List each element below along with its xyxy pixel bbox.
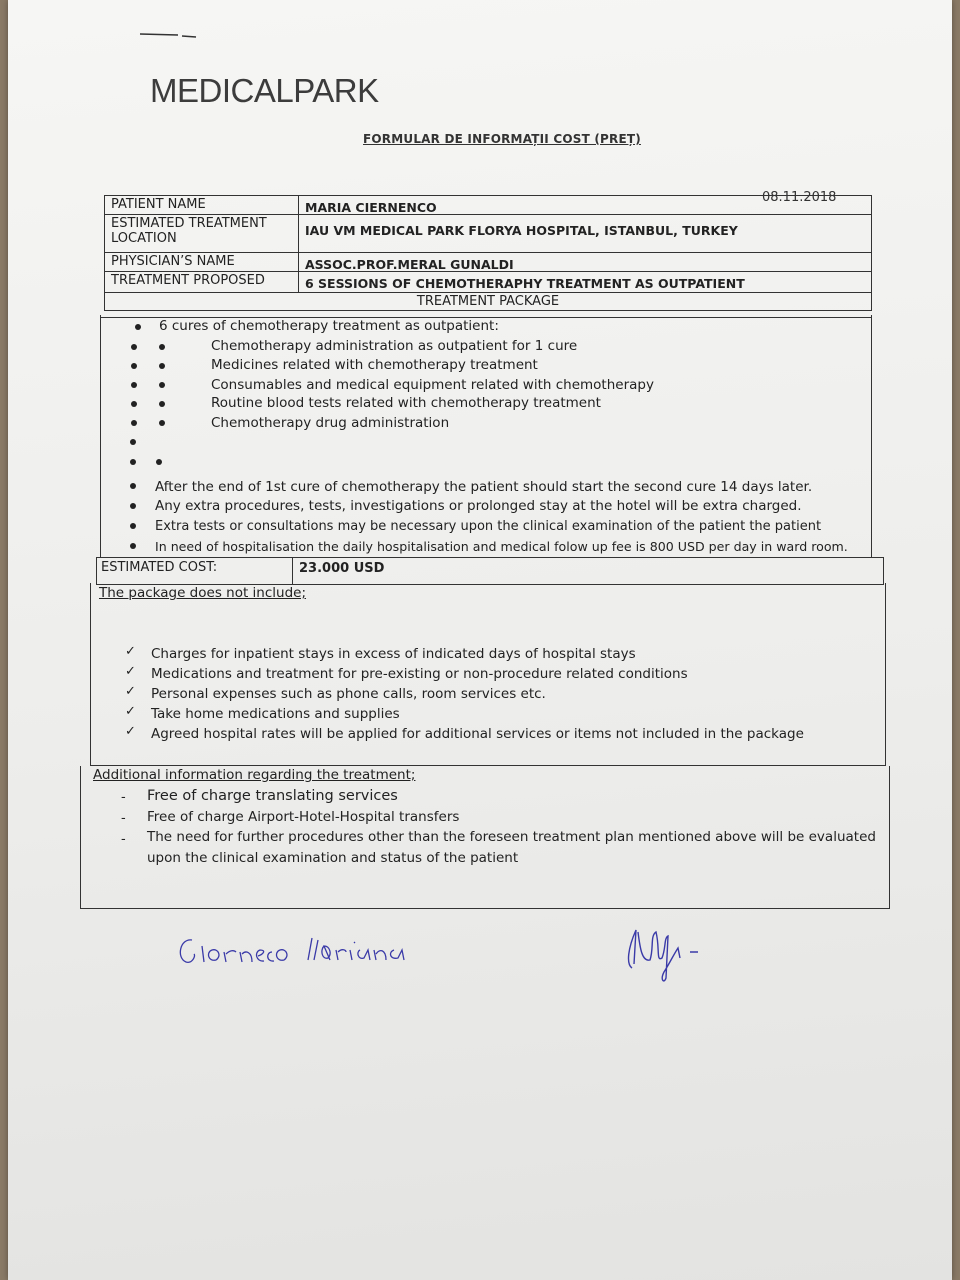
bullet bbox=[131, 382, 137, 388]
dash-bullet: - bbox=[121, 832, 126, 847]
dash-bullet: - bbox=[121, 790, 126, 805]
physician-signature bbox=[620, 918, 720, 988]
estimated-cost-label: ESTIMATED COST: bbox=[97, 558, 293, 584]
patient-details-table bbox=[104, 195, 872, 311]
package-heading: TREATMENT PACKAGE bbox=[416, 294, 560, 309]
bullet bbox=[156, 459, 162, 465]
sub-item: Consumables and medical equipment related with chemotherapy bbox=[211, 377, 654, 393]
bullet bbox=[131, 363, 137, 369]
estimated-cost-row bbox=[96, 557, 884, 585]
label-location: ESTIMATED TREATMENT LOCATION bbox=[105, 215, 299, 252]
document-page bbox=[8, 0, 952, 1280]
patient-signature bbox=[172, 928, 452, 978]
value-physician: ASSOC.PROF.MERAL GUNALDI bbox=[305, 257, 514, 272]
sub-item: Chemotherapy administration as outpatient for 1 cure bbox=[211, 338, 578, 354]
exclusion-item: Charges for inpatient stays in excess of indicated days of hospital stays bbox=[151, 646, 636, 662]
pen-mark bbox=[138, 28, 198, 40]
exclusion-item: Personal expenses such as phone calls, room services etc. bbox=[151, 686, 546, 702]
bullet bbox=[159, 420, 165, 426]
additional-item: upon the clinical examination and status of the patient bbox=[147, 850, 519, 866]
exclusion-item: Medications and treatment for pre-existing or non-procedure related conditions bbox=[151, 666, 688, 682]
additional-item: Free of charge Airport-Hotel-Hospital transfers bbox=[147, 809, 460, 825]
additional-heading: Additional information regarding the treatment; bbox=[93, 767, 416, 783]
note: After the end of 1st cure of chemotherapy the patient should start the second cure 14 days later. bbox=[155, 479, 813, 495]
bullet bbox=[135, 324, 141, 330]
bullet bbox=[159, 401, 165, 407]
bullet bbox=[130, 483, 136, 489]
check-icon: ✓ bbox=[125, 644, 136, 659]
additional-item: The need for further procedures other than the foreseen treatment plan mentioned above will be evaluated bbox=[147, 829, 876, 845]
bullet bbox=[131, 401, 137, 407]
main-item: 6 cures of chemotherapy treatment as outpatient: bbox=[159, 318, 499, 334]
bullet bbox=[131, 420, 137, 426]
label-treatment: TREATMENT PROPOSED bbox=[105, 272, 299, 292]
bullet bbox=[159, 344, 165, 350]
check-icon: ✓ bbox=[125, 704, 136, 719]
value-location: IAU VM MEDICAL PARK FLORYA HOSPITAL, ISTANBUL, TURKEY bbox=[305, 223, 738, 238]
exclusions-heading: The package does not include; bbox=[99, 585, 307, 601]
bullet bbox=[159, 363, 165, 369]
bullet bbox=[131, 344, 137, 350]
row-patient-name bbox=[105, 196, 871, 215]
bullet bbox=[130, 523, 136, 529]
label-patient-name: PATIENT NAME bbox=[105, 196, 299, 214]
value-treatment: 6 SESSIONS OF CHEMOTHERAPHY TREATMENT AS OUTPATIENT bbox=[305, 276, 745, 291]
document-date: 08.11.2018 bbox=[762, 190, 837, 205]
bullet bbox=[130, 439, 136, 445]
bullet bbox=[159, 382, 165, 388]
estimated-cost-value: 23.000 USD bbox=[299, 561, 385, 576]
additional-item: Free of charge translating services bbox=[147, 788, 398, 804]
treatment-package bbox=[100, 315, 872, 558]
additional-info-section bbox=[80, 766, 890, 909]
bullet bbox=[130, 459, 136, 465]
value-patient-name: MARIA CIERNENCO bbox=[305, 200, 437, 215]
check-icon: ✓ bbox=[125, 684, 136, 699]
note: In need of hospitalisation the daily hospitalisation and medical folow up fee is 800 USD per day in ward room. bbox=[155, 539, 848, 554]
label-physician: PHYSICIAN’S NAME bbox=[105, 253, 299, 271]
exclusions-section bbox=[90, 583, 886, 766]
check-icon: ✓ bbox=[125, 664, 136, 679]
sub-item: Routine blood tests related with chemotherapy treatment bbox=[211, 395, 601, 411]
bullet bbox=[130, 503, 136, 509]
bullet bbox=[130, 543, 136, 549]
note: Any extra procedures, tests, investigations or prolonged stay at the hotel will be extra charged. bbox=[155, 498, 802, 514]
note: Extra tests or consultations may be necessary upon the clinical examination of the patient the patient bbox=[155, 519, 822, 534]
form-title: FORMULAR DE INFORMAȚII COST (PREȚ) bbox=[363, 132, 641, 146]
sub-item: Chemotherapy drug administration bbox=[211, 415, 450, 431]
sub-item: Medicines related with chemotherapy treatment bbox=[211, 357, 538, 373]
exclusion-item: Take home medications and supplies bbox=[151, 706, 400, 722]
check-icon: ✓ bbox=[125, 724, 136, 739]
row-physician bbox=[105, 253, 871, 272]
exclusion-item: Agreed hospital rates will be applied for additional services or items not included in the package bbox=[151, 726, 804, 742]
medicalpark-logo: MEDICALPARK bbox=[150, 72, 379, 109]
row-treatment bbox=[105, 272, 871, 293]
dash-bullet: - bbox=[121, 811, 126, 826]
row-location bbox=[105, 215, 871, 253]
